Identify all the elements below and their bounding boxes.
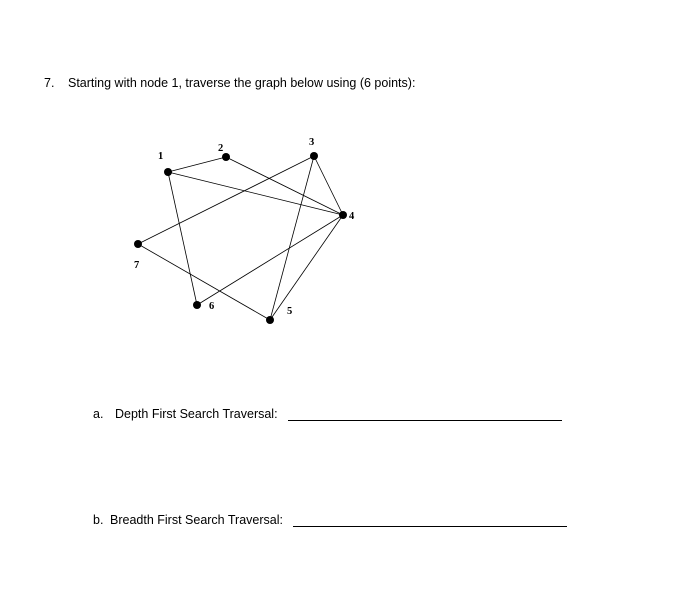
dfs-answer-line[interactable] [288, 408, 562, 421]
node-label-6: 6 [209, 301, 215, 312]
node-label-1: 1 [158, 151, 164, 162]
edge-1-6 [168, 172, 197, 305]
edge-1-4 [168, 172, 343, 215]
node-1 [164, 168, 172, 176]
part-a-dfs [93, 407, 562, 421]
edge-4-5 [270, 215, 343, 320]
part-b-letter: b. [93, 513, 104, 527]
edge-7-5 [138, 244, 270, 320]
node-label-5: 5 [287, 306, 293, 317]
question-number: 7. [44, 76, 55, 90]
node-4 [339, 211, 347, 219]
node-label-3: 3 [309, 137, 315, 148]
edge-3-5 [270, 156, 314, 320]
bfs-answer-line[interactable] [293, 514, 567, 527]
node-3 [310, 152, 318, 160]
edge-4-6 [197, 215, 343, 305]
edge-3-7 [138, 156, 314, 244]
part-b-label: Breadth First Search Traversal: [110, 513, 283, 527]
edge-3-4 [314, 156, 343, 215]
node-label-7: 7 [134, 260, 140, 271]
node-label-4: 4 [349, 211, 355, 222]
node-label-2: 2 [218, 143, 224, 154]
question-text: Starting with node 1, traverse the graph below using (6 points): [68, 76, 416, 90]
node-2 [222, 153, 230, 161]
part-a-label: Depth First Search Traversal: [115, 407, 278, 421]
node-5 [266, 316, 274, 324]
part-a-letter: a. [93, 407, 104, 421]
node-7 [134, 240, 142, 248]
edge-2-4 [226, 157, 343, 215]
edge-1-2 [168, 157, 226, 172]
node-6 [193, 301, 201, 309]
part-b-bfs [93, 513, 567, 527]
